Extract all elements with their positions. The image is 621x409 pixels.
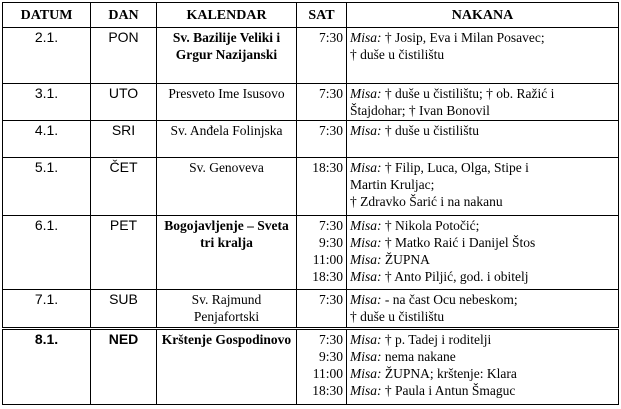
header-nakana: NAKANA (347, 3, 619, 28)
intention-text: † Paula i Antun Šmaguc (381, 383, 516, 398)
date-cell: 4.1. (3, 121, 91, 158)
intention-line (350, 102, 615, 119)
time-cell (297, 158, 347, 216)
intention-line (350, 122, 615, 139)
header-kalendar: KALENDAR (157, 3, 297, 28)
intention-text: † duše u čistilištu (350, 47, 445, 62)
mass-schedule-table (2, 2, 619, 405)
day-cell: PET (91, 216, 157, 290)
intention-line (350, 46, 615, 63)
calendar-cell: Sv. Anđela Folinjska (157, 121, 297, 158)
intention-text: † Anto Piljić, god. i obitelj (381, 269, 529, 284)
intention-line (350, 234, 615, 251)
day-cell: SUB (91, 290, 157, 329)
intention-line (350, 85, 615, 102)
time-value: 11:00 (312, 252, 343, 267)
header-row (3, 3, 619, 28)
intention-line (350, 308, 615, 325)
table-row (3, 121, 619, 158)
intention-cell (347, 28, 619, 84)
intention-line (350, 291, 615, 308)
time-value: 7:30 (318, 123, 343, 138)
intention-text: † Josip, Eva i Milan Posavec; (381, 30, 545, 45)
intention-cell (347, 329, 619, 405)
mass-label: Misa: (350, 123, 382, 138)
mass-label: Misa: (350, 30, 382, 45)
intention-text: † p. Tadej i roditelji (381, 332, 492, 347)
time-value: 7:30 (318, 86, 343, 101)
table-row (3, 329, 619, 405)
intention-text: † duše u čistilištu (350, 309, 445, 324)
intention-text: - na čast Ocu nebeskom; (381, 292, 518, 307)
calendar-cell: Sv. Genoveva (157, 158, 297, 216)
mass-label: Misa: (350, 218, 382, 233)
mass-label: Misa: (350, 383, 382, 398)
day-cell: SRI (91, 121, 157, 158)
table-row (3, 28, 619, 84)
intention-line (350, 331, 615, 348)
time-value: 7:30 (318, 332, 343, 347)
day-cell: PON (91, 28, 157, 84)
time-value: 9:30 (318, 349, 343, 364)
intention-line (350, 382, 615, 399)
calendar-cell: Sv. Rajmund Penjafortski (157, 290, 297, 329)
mass-label: Misa: (350, 252, 382, 267)
time-cell (297, 290, 347, 329)
intention-text: Štajdohar; † Ivan Bonovil (350, 103, 490, 118)
time-value: 9:30 (318, 235, 343, 250)
date-cell: 6.1. (3, 216, 91, 290)
mass-label: Misa: (350, 349, 382, 364)
intention-text: † duše u čistilištu (381, 123, 479, 138)
intention-cell (347, 216, 619, 290)
day-cell: UTO (91, 84, 157, 121)
calendar-cell: Presveto Ime Isusovo (157, 84, 297, 121)
time-cell (297, 329, 347, 405)
intention-text: † duše u čistilištu; † ob. Ražić i (381, 86, 555, 101)
header-datum: DATUM (3, 3, 91, 28)
intention-line (350, 348, 615, 365)
mass-label: Misa: (350, 269, 382, 284)
intention-line (350, 193, 615, 210)
date-cell: 3.1. (3, 84, 91, 121)
table-row (3, 158, 619, 216)
intention-line (350, 176, 615, 193)
date-cell: 2.1. (3, 28, 91, 84)
calendar-cell: Bogojavljenje – Sveta tri kralja (157, 216, 297, 290)
time-cell (297, 28, 347, 84)
intention-cell (347, 121, 619, 158)
header-dan: DAN (91, 3, 157, 28)
mass-label: Misa: (350, 235, 382, 250)
intention-text: Martin Kruljac; (350, 177, 435, 192)
mass-label: Misa: (350, 332, 382, 347)
mass-label: Misa: (350, 160, 382, 175)
intention-line (350, 251, 615, 268)
intention-line (350, 365, 615, 382)
table-row (3, 84, 619, 121)
mass-label: Misa: (350, 366, 382, 381)
intention-text: ŽUPNA; krštenje: Klara (381, 366, 517, 381)
time-value: 7:30 (318, 30, 343, 45)
time-cell (297, 84, 347, 121)
day-cell: NED (91, 329, 157, 405)
intention-line (350, 29, 615, 46)
mass-label: Misa: (350, 292, 382, 307)
time-cell (297, 121, 347, 158)
intention-text: † Matko Raić i Danijel Štos (381, 235, 536, 250)
time-value: 7:30 (318, 218, 343, 233)
time-value: 18:30 (312, 160, 343, 175)
intention-line (350, 217, 615, 234)
intention-cell (347, 84, 619, 121)
day-cell: ČET (91, 158, 157, 216)
intention-text: nema nakane (381, 349, 456, 364)
time-value: 7:30 (318, 292, 343, 307)
table-row (3, 216, 619, 290)
intention-line (350, 268, 615, 285)
intention-text: † Zdravko Šarić i na nakanu (350, 194, 503, 209)
header-sat: SAT (297, 3, 347, 28)
mass-label: Misa: (350, 86, 382, 101)
date-cell: 7.1. (3, 290, 91, 329)
intention-line (350, 159, 615, 176)
date-cell: 8.1. (3, 329, 91, 405)
intention-text: † Filip, Luca, Olga, Stipe i (381, 160, 529, 175)
table-row (3, 290, 619, 329)
time-value: 18:30 (312, 269, 343, 284)
date-cell: 5.1. (3, 158, 91, 216)
intention-cell (347, 290, 619, 329)
time-value: 11:00 (312, 366, 343, 381)
intention-text: † Nikola Potočić; (381, 218, 480, 233)
intention-text: ŽUPNA (381, 252, 430, 267)
time-cell (297, 216, 347, 290)
calendar-cell: Sv. Bazilije Veliki i Grgur Nazijanski (157, 28, 297, 84)
intention-cell (347, 158, 619, 216)
calendar-cell: Krštenje Gospodinovo (157, 329, 297, 405)
time-value: 18:30 (312, 383, 343, 398)
